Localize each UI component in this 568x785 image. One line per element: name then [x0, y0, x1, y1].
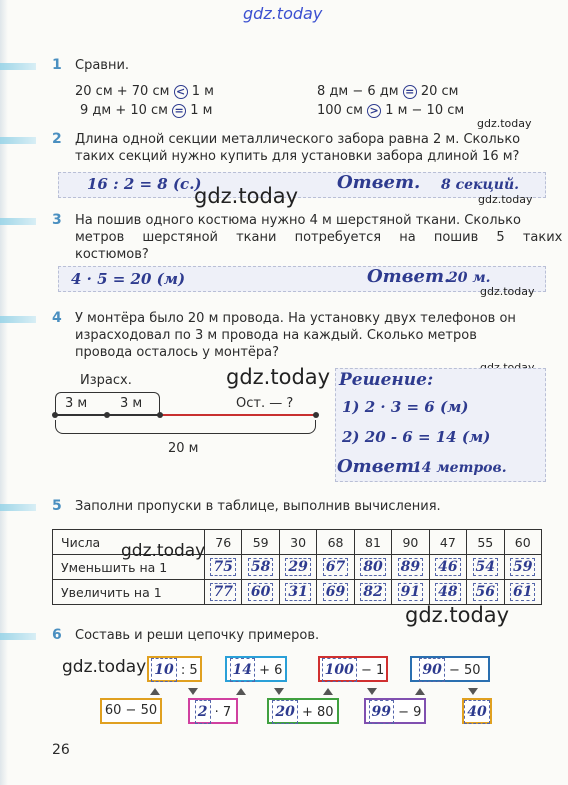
- table-cell: [392, 580, 429, 605]
- chain-box: [225, 656, 287, 682]
- table-cell: 76: [205, 530, 242, 555]
- solution: 16 : 2 = 8 (с.): [87, 175, 202, 193]
- solution-step: 2) 20 - 6 = 14 (м): [342, 428, 491, 446]
- compare-sign: <: [174, 85, 188, 99]
- row-label: Уменьшить на 1: [53, 555, 205, 580]
- task-number: 4: [52, 310, 62, 326]
- table-cell: 68: [317, 530, 354, 555]
- diagram-spent-label: Израсх.: [80, 373, 132, 388]
- answer-value: 67: [323, 558, 348, 576]
- task-text: метров шерстяной ткани потребуется на пошив 5 таких: [75, 230, 563, 245]
- task-text: костюмов?: [75, 247, 149, 262]
- watermark: gdz.today: [477, 117, 532, 130]
- chain-operation: · 7: [214, 705, 232, 720]
- table-cell: [205, 580, 242, 605]
- solution-step: 1) 2 · 3 = 6 (м): [342, 398, 469, 416]
- chain-operation: − 1: [361, 663, 385, 678]
- task-marker: [0, 137, 36, 144]
- table-cell: 81: [354, 530, 391, 555]
- arrow-up-icon: [150, 688, 160, 695]
- chain-operation: + 80: [302, 705, 334, 720]
- arrow-down-icon: [274, 688, 284, 695]
- compare-right: [317, 103, 464, 118]
- arrow-up-icon: [236, 688, 246, 695]
- table-cell: [429, 555, 466, 580]
- watermark: gdz.today: [478, 193, 533, 206]
- chain-box: [188, 698, 238, 724]
- table-cell: [242, 555, 279, 580]
- table-cell: [354, 555, 391, 580]
- arrow-down-icon: [367, 688, 377, 695]
- compare-result: 1 м: [190, 103, 213, 118]
- compare-result: 1 м − 10 см: [385, 103, 465, 118]
- arrow-down-icon: [188, 688, 198, 695]
- chain-value: 99: [369, 700, 394, 724]
- task-text: На пошив одного костюма нужно 4 м шерстяной ткани. Сколько: [75, 213, 521, 228]
- wire-point: [104, 412, 110, 418]
- answer-value: 60: [248, 583, 273, 601]
- task-marker: [0, 63, 36, 70]
- chain-value: 2: [195, 700, 211, 724]
- answer-value: 91: [398, 583, 423, 601]
- table-cell: 30: [279, 530, 316, 555]
- table-row: [53, 580, 542, 605]
- table-cell: [279, 580, 316, 605]
- chain-value: 20: [272, 700, 297, 724]
- answer-value: 59: [510, 558, 535, 576]
- task-title: Сравни.: [75, 58, 130, 73]
- answer-value: 69: [323, 583, 348, 601]
- page-number: 26: [52, 742, 70, 758]
- answer-value: 80: [360, 558, 385, 576]
- chain-value: 100: [322, 658, 357, 682]
- table-cell: [429, 580, 466, 605]
- task-marker: [0, 633, 36, 640]
- task-text: израсходовал по 3 м провода на каждый. Сколько метров: [75, 328, 477, 343]
- segment-label: 3 м: [65, 396, 88, 411]
- arrow-down-icon: [468, 688, 478, 695]
- answer-value: 54: [473, 558, 498, 576]
- task-number: 5: [52, 498, 62, 514]
- answer-word: Ответ.: [337, 172, 421, 193]
- wire-line-red: [160, 414, 316, 416]
- table-cell: [317, 580, 354, 605]
- answer: 14 метров.: [412, 460, 507, 476]
- compare-expression: 20 см + 70 см: [75, 84, 170, 99]
- total-label: 20 м: [168, 441, 199, 456]
- chain-box: [364, 698, 426, 724]
- answer-value: 29: [285, 558, 310, 576]
- answer-value: 48: [435, 583, 460, 601]
- answer-value: 46: [435, 558, 460, 576]
- answer-value: 61: [510, 583, 535, 601]
- compare-result: 1 м: [191, 84, 214, 99]
- task-title: Заполни пропуски в таблице, выполнив вычисления.: [75, 499, 441, 514]
- compare-sign: =: [172, 104, 186, 118]
- compare-left: [80, 103, 213, 118]
- rest-label: Ост. — ?: [236, 396, 294, 411]
- page-edge: [0, 0, 8, 785]
- answer-value: 58: [248, 558, 273, 576]
- answer-word: Ответ.: [337, 456, 421, 477]
- answer-value: 75: [210, 558, 235, 576]
- chain-value: 10: [151, 658, 176, 682]
- table-cell: 59: [242, 530, 279, 555]
- chain-box: [462, 698, 492, 724]
- chain-operation: 60 − 50: [104, 703, 158, 718]
- watermark: gdz.today: [226, 365, 331, 389]
- task-title: Составь и реши цепочку примеров.: [75, 628, 320, 643]
- task-number: 2: [52, 131, 62, 147]
- chain-operation: : 5: [180, 663, 198, 678]
- answer-word: Ответ.: [367, 266, 451, 287]
- table-cell: [279, 555, 316, 580]
- task-number: 6: [52, 627, 62, 643]
- table-cell: [354, 580, 391, 605]
- compare-sign: >: [367, 104, 381, 118]
- table-cell: [467, 580, 504, 605]
- compare-expression: 8 дм − 6 дм: [317, 84, 399, 99]
- answer: 8 секций.: [441, 177, 519, 193]
- wire-point: [313, 412, 319, 418]
- arrow-up-icon: [323, 688, 333, 695]
- compare-expression: 100 см: [317, 103, 363, 118]
- answer-value: 77: [210, 583, 235, 601]
- solution-title: Решение:: [339, 370, 434, 390]
- table-cell: [504, 555, 542, 580]
- answer-value: 31: [285, 583, 310, 601]
- table-cell: [392, 555, 429, 580]
- arrow-up-icon: [415, 688, 425, 695]
- watermark: gdz.today: [405, 603, 510, 627]
- task-number: 1: [52, 57, 62, 73]
- compare-sign: =: [403, 85, 417, 99]
- wire-point: [157, 412, 163, 418]
- task-text: Длина одной секции металлического забора равна 2 м. Сколько: [75, 132, 521, 147]
- watermark: gdz.today: [121, 541, 206, 561]
- chain-box: [147, 656, 202, 682]
- table-cell: 90: [392, 530, 429, 555]
- answer: 20 м.: [448, 270, 491, 286]
- header-watermark: gdz.today: [243, 4, 323, 23]
- table-cell: 47: [429, 530, 466, 555]
- task-text: провода осталось у монтёра?: [75, 345, 280, 360]
- chain-box: [100, 698, 162, 724]
- task-text: У монтёра было 20 м провода. На установку двух телефонов он: [75, 311, 516, 326]
- chain-operation: − 50: [449, 663, 481, 678]
- answer-value: 89: [398, 558, 423, 576]
- watermark: gdz.today: [62, 657, 147, 677]
- task-text: таких секций нужно купить для установки забора длиной 16 м?: [75, 149, 520, 164]
- compare-left: [75, 84, 214, 99]
- solution: 4 · 5 = 20 (м): [71, 270, 186, 288]
- answer-value: 82: [360, 583, 385, 601]
- compare-right: [317, 84, 458, 99]
- task-number: 3: [52, 212, 62, 228]
- watermark: gdz.today: [194, 184, 299, 208]
- table-cell: [205, 555, 242, 580]
- watermark: gdz.today: [480, 285, 535, 298]
- answer-value: 56: [473, 583, 498, 601]
- task-marker: [0, 504, 36, 511]
- chain-box: [267, 698, 339, 724]
- segment-label: 3 м: [120, 396, 143, 411]
- row-label: Числа: [53, 530, 205, 555]
- chain-value: 14: [230, 658, 255, 682]
- compare-expression: 9 дм + 10 см: [80, 103, 168, 118]
- table-cell: [504, 580, 542, 605]
- table-cell: [317, 555, 354, 580]
- chain-box: [410, 656, 490, 682]
- chain-value: 40: [464, 700, 489, 724]
- chain-box: [318, 656, 388, 682]
- table-cell: [242, 580, 279, 605]
- task-marker: [0, 316, 36, 323]
- table-cell: 55: [467, 530, 504, 555]
- total-brace: [55, 420, 316, 434]
- wire-point: [52, 412, 58, 418]
- chain-operation: − 9: [398, 705, 422, 720]
- row-label: Увеличить на 1: [53, 580, 205, 605]
- table-cell: [467, 555, 504, 580]
- task-marker: [0, 218, 36, 225]
- table-cell: 60: [504, 530, 542, 555]
- chain-value: 90: [419, 658, 444, 682]
- chain-operation: + 6: [259, 663, 283, 678]
- compare-result: 20 см: [420, 84, 459, 99]
